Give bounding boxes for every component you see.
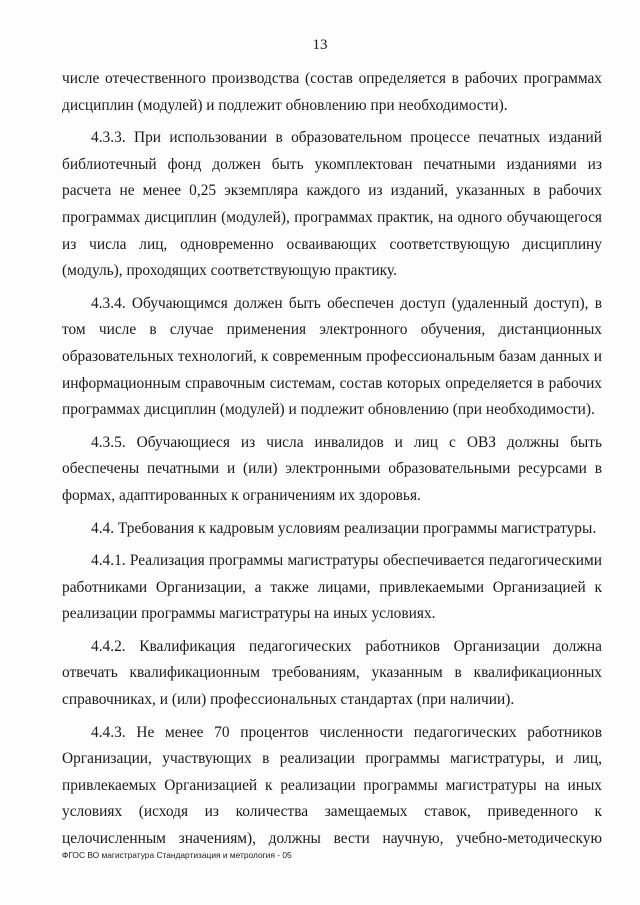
paragraph-continuation: числе отечественного производства (состав определяется в рабочих программах дисциплин (модулей) и подлежит обновлению при необходимости). (62, 70, 602, 114)
paragraph-4-4-3: 4.4.3. Не менее 70 процентов численности педагогических работников Организации, участвующих в реализации программы магистратуры, и лиц, привлекаемых Организацией к реализации программы магистратуры на иных условиях (исходя из количества замещаемых ставок, приведенного к целочисленным значениям), должны вести научную, учебно-методическую (62, 723, 602, 848)
document-footer: ФГОС ВО магистратура Стандартизация и метрология - 05 (62, 850, 292, 860)
paragraph-4-3-5: 4.3.5. Обучающиеся из числа инвалидов и лиц с ОВЗ должны быть обеспечены печатными и (или) электронными образовательными ресурсами в формах, адаптированных к ограничениям их здоровья. (62, 433, 602, 504)
document-body (62, 66, 602, 859)
page-number: 13 (312, 37, 328, 53)
paragraph-4-4-heading: 4.4. Требования к кадровым условиям реализации программы магистратуры. (91, 519, 597, 537)
paragraph-4-4-2: 4.4.2. Квалификация педагогических работников Организации должна отвечать квалификационным требованиям, указанным в квалификационных справочниках, и (или) профессиональных стандартах (при наличии). (62, 637, 602, 709)
paragraph-4-3-4: 4.3.4. Обучающимся должен быть обеспечен доступ (удаленный доступ), в том числе в случае применения электронного обучения, дистанционных образовательных технологий, к современным профессиональным базам данных и информационным справочным системам, состав которых определяется в рабочих программах дисциплин (модулей) и подлежит обновлению (при необходимости). (62, 294, 602, 419)
paragraph-4-3-3: 4.3.3. При использовании в образовательном процессе печатных изданий библиотечный фонд должен быть укомплектован печатными изданиями из расчета не менее 0,25 экземпляра каждого из изданий, указанных в рабочих программах дисциплин (модулей), программах практик, на одного обучающегося из числа лиц, одновременно осваивающих соответствующую дисциплину (модуль), проходящих соответствующую практику. (62, 129, 602, 280)
paragraph-4-4-1: 4.4.1. Реализация программы магистратуры обеспечивается педагогическими работниками Организации, а также лицами, привлекаемыми Организацией к реализации программы магистратуры на иных условиях. (62, 552, 602, 623)
